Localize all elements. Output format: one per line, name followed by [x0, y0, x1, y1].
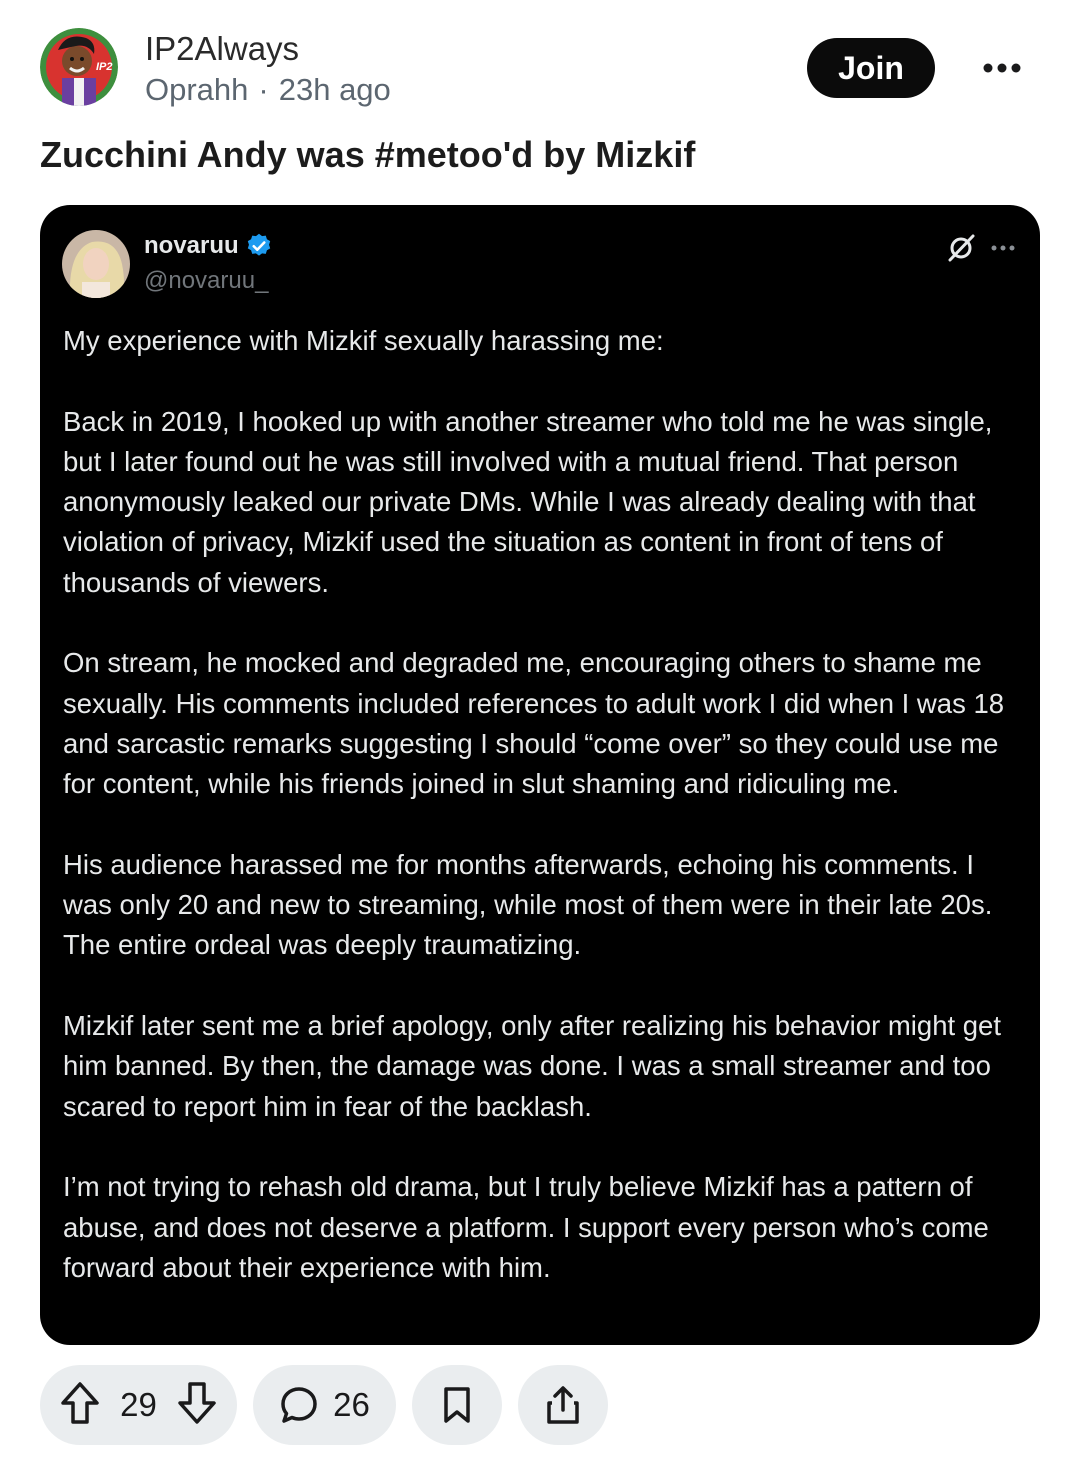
comment-count: 26 — [333, 1386, 370, 1423]
upvote-button[interactable] — [60, 1381, 100, 1430]
upvote-count: 29 — [120, 1386, 157, 1423]
tweet-author-avatar — [62, 230, 130, 298]
comments-button[interactable] — [253, 1365, 396, 1445]
join-button[interactable]: Join — [807, 38, 935, 98]
tweet-body — [63, 321, 1023, 1328]
comment-bubble-icon — [279, 1385, 319, 1425]
tweet-display-name-text: novaruu — [144, 232, 239, 259]
post-header — [40, 28, 1040, 112]
bookmark-icon — [441, 1386, 473, 1424]
verified-badge-icon — [245, 232, 273, 260]
tweet-display-name — [144, 232, 273, 260]
tweet-paragraph: On stream, he mocked and degraded me, encouraging others to shame me sexually. His comments included references to adult work I did when I was 18 and sarcastic remarks suggesting I should “come over” so they could use me for content, while his friends joined in slut shaming and ridiculing me. — [63, 647, 1005, 800]
more-options-button[interactable] — [980, 50, 1024, 86]
tweet-handle: @novaruu_ — [144, 267, 269, 294]
post-action-bar — [40, 1365, 608, 1445]
subreddit-name[interactable]: IP2Always — [145, 30, 300, 67]
upvote-arrow-icon — [60, 1381, 100, 1425]
post-time: 23h ago — [278, 72, 391, 107]
avatar-badge-text: IP2 — [96, 61, 113, 73]
meta-separator: · — [258, 72, 269, 107]
save-button[interactable] — [412, 1365, 502, 1445]
grok-icon — [946, 233, 976, 263]
downvote-arrow-icon — [177, 1381, 217, 1425]
vote-control — [40, 1365, 237, 1445]
share-button[interactable] — [518, 1365, 608, 1445]
downvote-button[interactable] — [177, 1381, 217, 1430]
tweet-more-icon — [990, 244, 1016, 252]
username[interactable]: Oprahh — [145, 72, 249, 107]
tweet-paragraph: Back in 2019, I hooked up with another streamer who told me he was single, but I later found out he was still involved with a mutual friend. That person anonymously leaked our private DMs. While I was already dealing with that violation of privacy, Mizkif used the situation as content in front of tens of thousands of viewers. — [63, 405, 993, 598]
post-meta — [145, 72, 391, 108]
share-icon — [544, 1385, 582, 1425]
tweet-paragraph: His audience harassed me for months afterwards, echoing his comments. I was only 20 and new to streaming, while most of them were in their late 20s. The entire ordeal was deeply traumatizing. — [63, 848, 993, 961]
post-title[interactable]: Zucchini Andy was #metoo'd by Mizkif — [40, 134, 696, 175]
tweet-top-icons — [946, 233, 1016, 263]
tweet-paragraph: Mizkif later sent me a brief apology, only after realizing his behavior might get him banned. By then, the damage was done. I was a small streamer and too scared to report him in fear of the backlash. — [63, 1010, 1001, 1122]
tweet-paragraph: My experience with Mizkif sexually harassing me: — [63, 325, 664, 356]
tweet-paragraph: I’m not trying to rehash old drama, but I truly believe Mizkif has a pattern of abuse, and does not deserve a platform. I support every person who’s come forward about their experience with him. — [63, 1171, 989, 1283]
embedded-tweet-image[interactable] — [40, 205, 1040, 1345]
more-horizontal-icon — [982, 62, 1022, 74]
subreddit-avatar[interactable] — [40, 28, 118, 106]
